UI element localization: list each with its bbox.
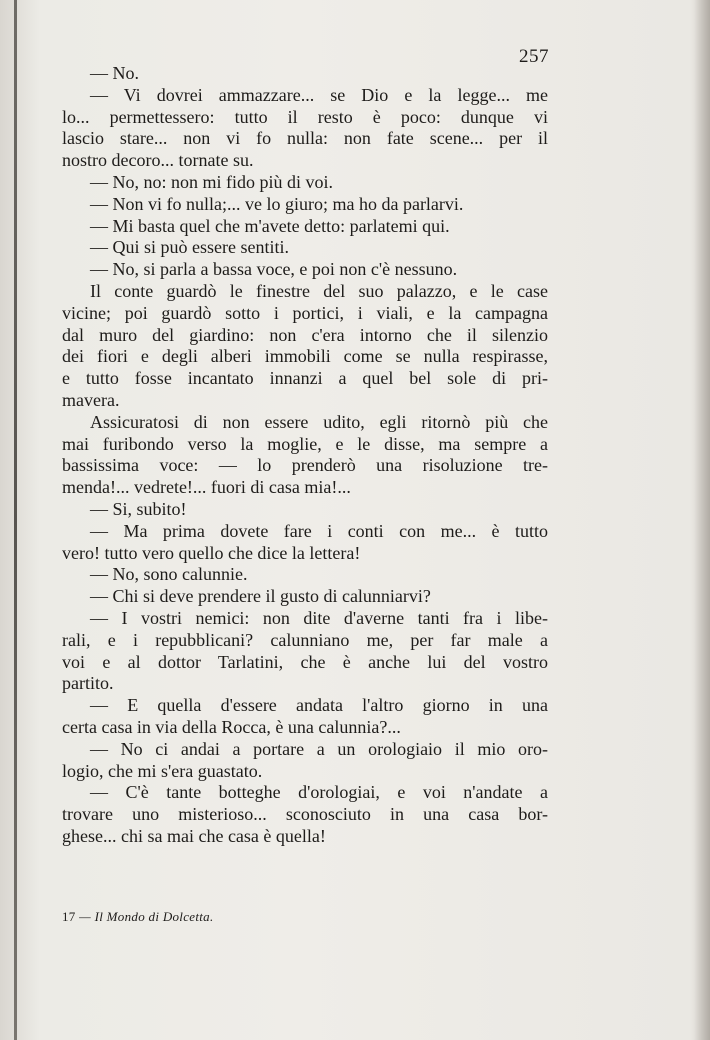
- text-line: dal muro del giardino: non c'era intorno che il silenzio: [62, 324, 548, 345]
- text-line: e tutto fosse incantato innanzi a quel bel sole di pri-: [62, 368, 548, 389]
- text-line: — Mi basta quel che m'avete detto: parlatemi qui.: [90, 215, 450, 236]
- text-line: — I vostri nemici: non dite d'averne tanti fra i libe-: [90, 607, 548, 628]
- text-line: — Vi dovrei ammazzare... se Dio e la legge... me: [90, 84, 548, 105]
- page-number: 257: [519, 46, 549, 67]
- text-line: — Chi si deve prendere il gusto di calunniarvi?: [90, 586, 431, 607]
- text-line: — E quella d'essere andata l'altro giorno in una: [90, 695, 548, 716]
- text-line: mai furibondo verso la moglie, e le disse, ma sempre a: [62, 433, 548, 454]
- page-edge-shadow: [694, 0, 710, 1040]
- text-line: — Non vi fo nulla;... ve lo giuro; ma ho da parlarvi.: [90, 193, 464, 214]
- text-line: vero! tutto vero quello che dice la lettera!: [62, 542, 361, 563]
- text-line: — Qui si può essere sentiti.: [90, 237, 289, 258]
- text-line: — C'è tante botteghe d'orologiai, e voi n'andate a: [90, 782, 548, 803]
- text-line: — No, no: non mi fido più di voi.: [90, 171, 333, 192]
- text-line: logio, che mi s'era guastato.: [62, 760, 263, 781]
- text-line: bassissima voce: — lo prenderò una risoluzione tre-: [62, 455, 548, 476]
- footer-signature: 17: [62, 909, 76, 924]
- footer: [62, 909, 214, 925]
- text-line: menda!... vedrete!... fuori di casa mia!...: [62, 477, 351, 498]
- text-line: rali, e i repubblicani? calunniano me, per far male a: [62, 629, 548, 650]
- text-line: vicine; poi guardò sotto i portici, i viali, e la campagna: [62, 302, 548, 323]
- text-line: trovare uno misterioso... sconosciuto in una casa bor-: [62, 804, 548, 825]
- text-line: Il conte guardò le finestre del suo palazzo, e le case: [90, 280, 548, 301]
- text-line: — No, sono calunnie.: [90, 564, 248, 585]
- text-line: — No ci andai a portare a un orologiaio il mio oro-: [90, 738, 548, 759]
- text-line: dei fiori e degli alberi immobili come se nulla respirasse,: [62, 346, 548, 367]
- text-line: ghese... chi sa mai che casa è quella!: [62, 825, 326, 846]
- text-line: lo... permettessero: tutto il resto è poco: dunque vi: [62, 106, 548, 127]
- text-line: — Si, subito!: [90, 498, 187, 519]
- text-line: — Ma prima dovete fare i conti con me... è tutto: [90, 520, 548, 541]
- text-line: mavera.: [62, 389, 120, 410]
- binding-edge: [14, 0, 17, 1040]
- text-line: lascio stare... non vi fo nulla: non fate scene... per il: [62, 128, 548, 149]
- text-line: certa casa in via della Rocca, è una calunnia?...: [62, 716, 401, 737]
- text-line: nostro decoro... tornate su.: [62, 150, 254, 171]
- text-line: voi e al dottor Tarlatini, che è anche lui del vostro: [62, 651, 548, 672]
- text-line: Assicuratosi di non essere udito, egli ritornò più che: [90, 411, 548, 432]
- footer-title: — Il Mondo di Dolcetta.: [79, 909, 214, 924]
- body-text: [62, 63, 548, 848]
- text-line: — No.: [90, 63, 139, 83]
- text-line: partito.: [62, 673, 114, 694]
- text-line: — No, si parla a bassa voce, e poi non c'è nessuno.: [90, 259, 458, 280]
